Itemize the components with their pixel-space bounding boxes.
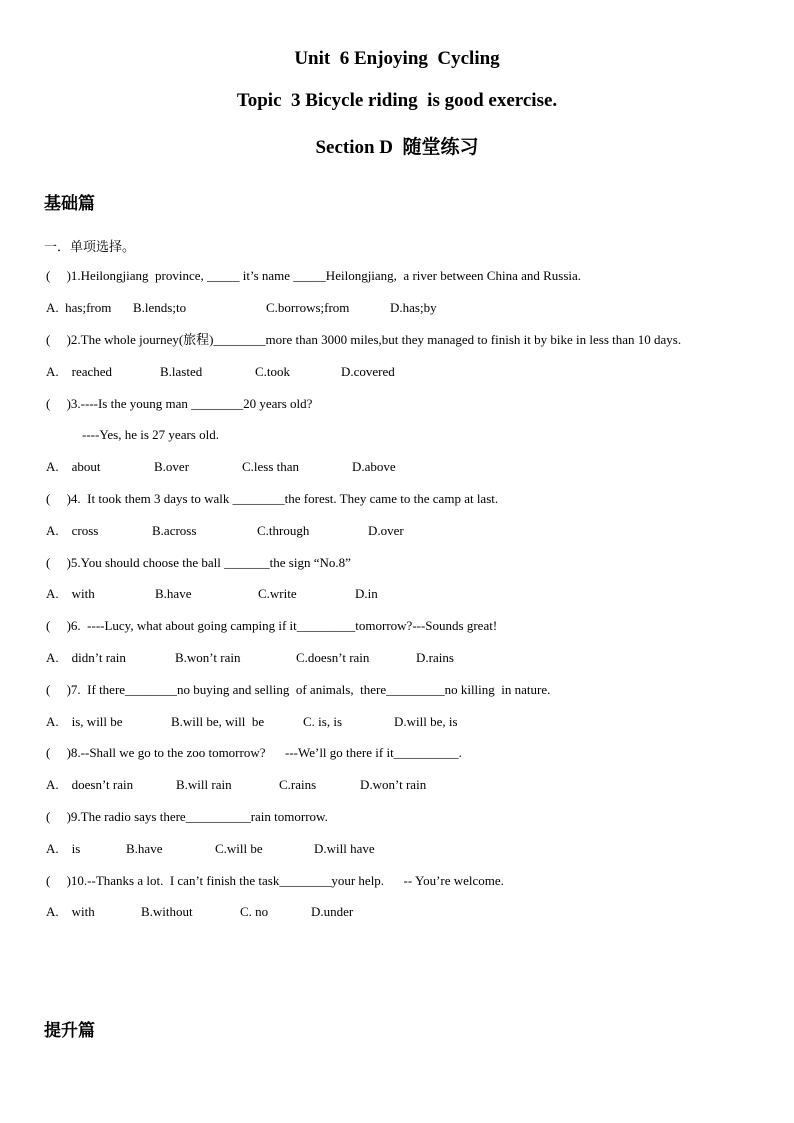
question-9-stem: ( )9.The radio says there__________rain tomorrow.: [46, 809, 328, 824]
q6-option-c: C.doesn’t rain: [296, 650, 370, 665]
unit-title: Unit 6 Enjoying Cycling: [294, 48, 500, 69]
q9-option-d: D.will have: [314, 841, 375, 856]
q4-option-b: B.across: [152, 523, 197, 538]
question-10-stem: ( )10.--Thanks a lot. I can’t finish the task________your help. -- You’re welcome.: [46, 873, 504, 888]
q7-option-d: D.will be, is: [394, 714, 458, 729]
q9-option-c: C.will be: [215, 841, 263, 856]
q10-option-d: D.under: [311, 904, 354, 919]
q8-option-b: B.will rain: [176, 777, 232, 792]
q2-option-c: C.took: [255, 364, 291, 379]
q3-option-d: D.above: [352, 459, 396, 474]
q5-option-d: D.in: [355, 586, 378, 601]
q5-option-a: A. with: [46, 586, 95, 601]
q3-option-b: B.over: [154, 459, 190, 474]
question-1-stem: ( )1.Heilongjiang province, _____ it’s name _____Heilongjiang, a river between China and Russia.: [46, 268, 582, 283]
q1-option-a: A. has;from: [46, 300, 112, 315]
q6-option-b: B.won’t rain: [175, 650, 241, 665]
q8-option-c: C.rains: [279, 777, 317, 792]
q3-option-c: C.less than: [242, 459, 300, 474]
q6-option-a: A. didn’t rain: [46, 650, 126, 665]
advanced-section-heading: 提升篇: [44, 1021, 95, 1041]
q10-option-b: B.without: [141, 904, 193, 919]
q4-option-a: A. cross: [46, 523, 99, 538]
q4-option-d: D.over: [368, 523, 404, 538]
question-4-stem: ( )4. It took them 3 days to walk ________the forest. They came to the camp at last.: [46, 491, 499, 506]
q1-option-d: D.has;by: [390, 300, 437, 315]
q10-option-c: C. no: [240, 904, 269, 919]
topic-title: Topic 3 Bicycle riding is good exercise.: [236, 90, 558, 111]
question-7-stem: ( )7. If there________no buying and selling of animals, there_________no killing in nature.: [46, 682, 551, 697]
q8-option-a: A. doesn’t rain: [46, 777, 134, 792]
question-3-reply: ----Yes, he is 27 years old.: [82, 427, 219, 442]
part-one-title: 一．单项选择。: [44, 240, 136, 255]
q9-option-a: A. is: [46, 841, 81, 856]
q8-option-d: D.won’t rain: [360, 777, 427, 792]
question-6-stem: ( )6. ----Lucy, what about going camping if it_________tomorrow?---Sounds great!: [46, 618, 498, 633]
question-3-stem: ( )3.----Is the young man ________20 years old?: [46, 396, 313, 411]
q3-option-a: A. about: [46, 459, 101, 474]
q7-option-a: A. is, will be: [46, 714, 123, 729]
q5-option-b: B.have: [155, 586, 192, 601]
basic-section-heading: 基础篇: [44, 194, 95, 214]
question-8-stem: ( )8.--Shall we go to the zoo tomorrow? ---We’ll go there if it__________.: [46, 745, 462, 760]
section-title: Section D 随堂练习: [315, 137, 479, 158]
q2-option-d: D.covered: [341, 364, 395, 379]
q1-option-c: C.borrows;from: [266, 300, 350, 315]
q5-option-c: C.write: [258, 586, 297, 601]
q9-option-b: B.have: [126, 841, 163, 856]
question-5-stem: ( )5.You should choose the ball _______the sign “No.8”: [46, 555, 351, 570]
q4-option-c: C.through: [257, 523, 310, 538]
q1-option-b: B.lends;to: [133, 300, 187, 315]
q2-option-a: A. reached: [46, 364, 113, 379]
question-2-stem: ( )2.The whole journey(旅程)________more than 3000 miles,but they managed to finish it by bike in less than 10 days.: [46, 332, 682, 347]
q10-option-a: A. with: [46, 904, 95, 919]
q6-option-d: D.rains: [416, 650, 454, 665]
q2-option-b: B.lasted: [160, 364, 203, 379]
q7-option-c: C. is, is: [303, 714, 343, 729]
q7-option-b: B.will be, will be: [171, 714, 265, 729]
